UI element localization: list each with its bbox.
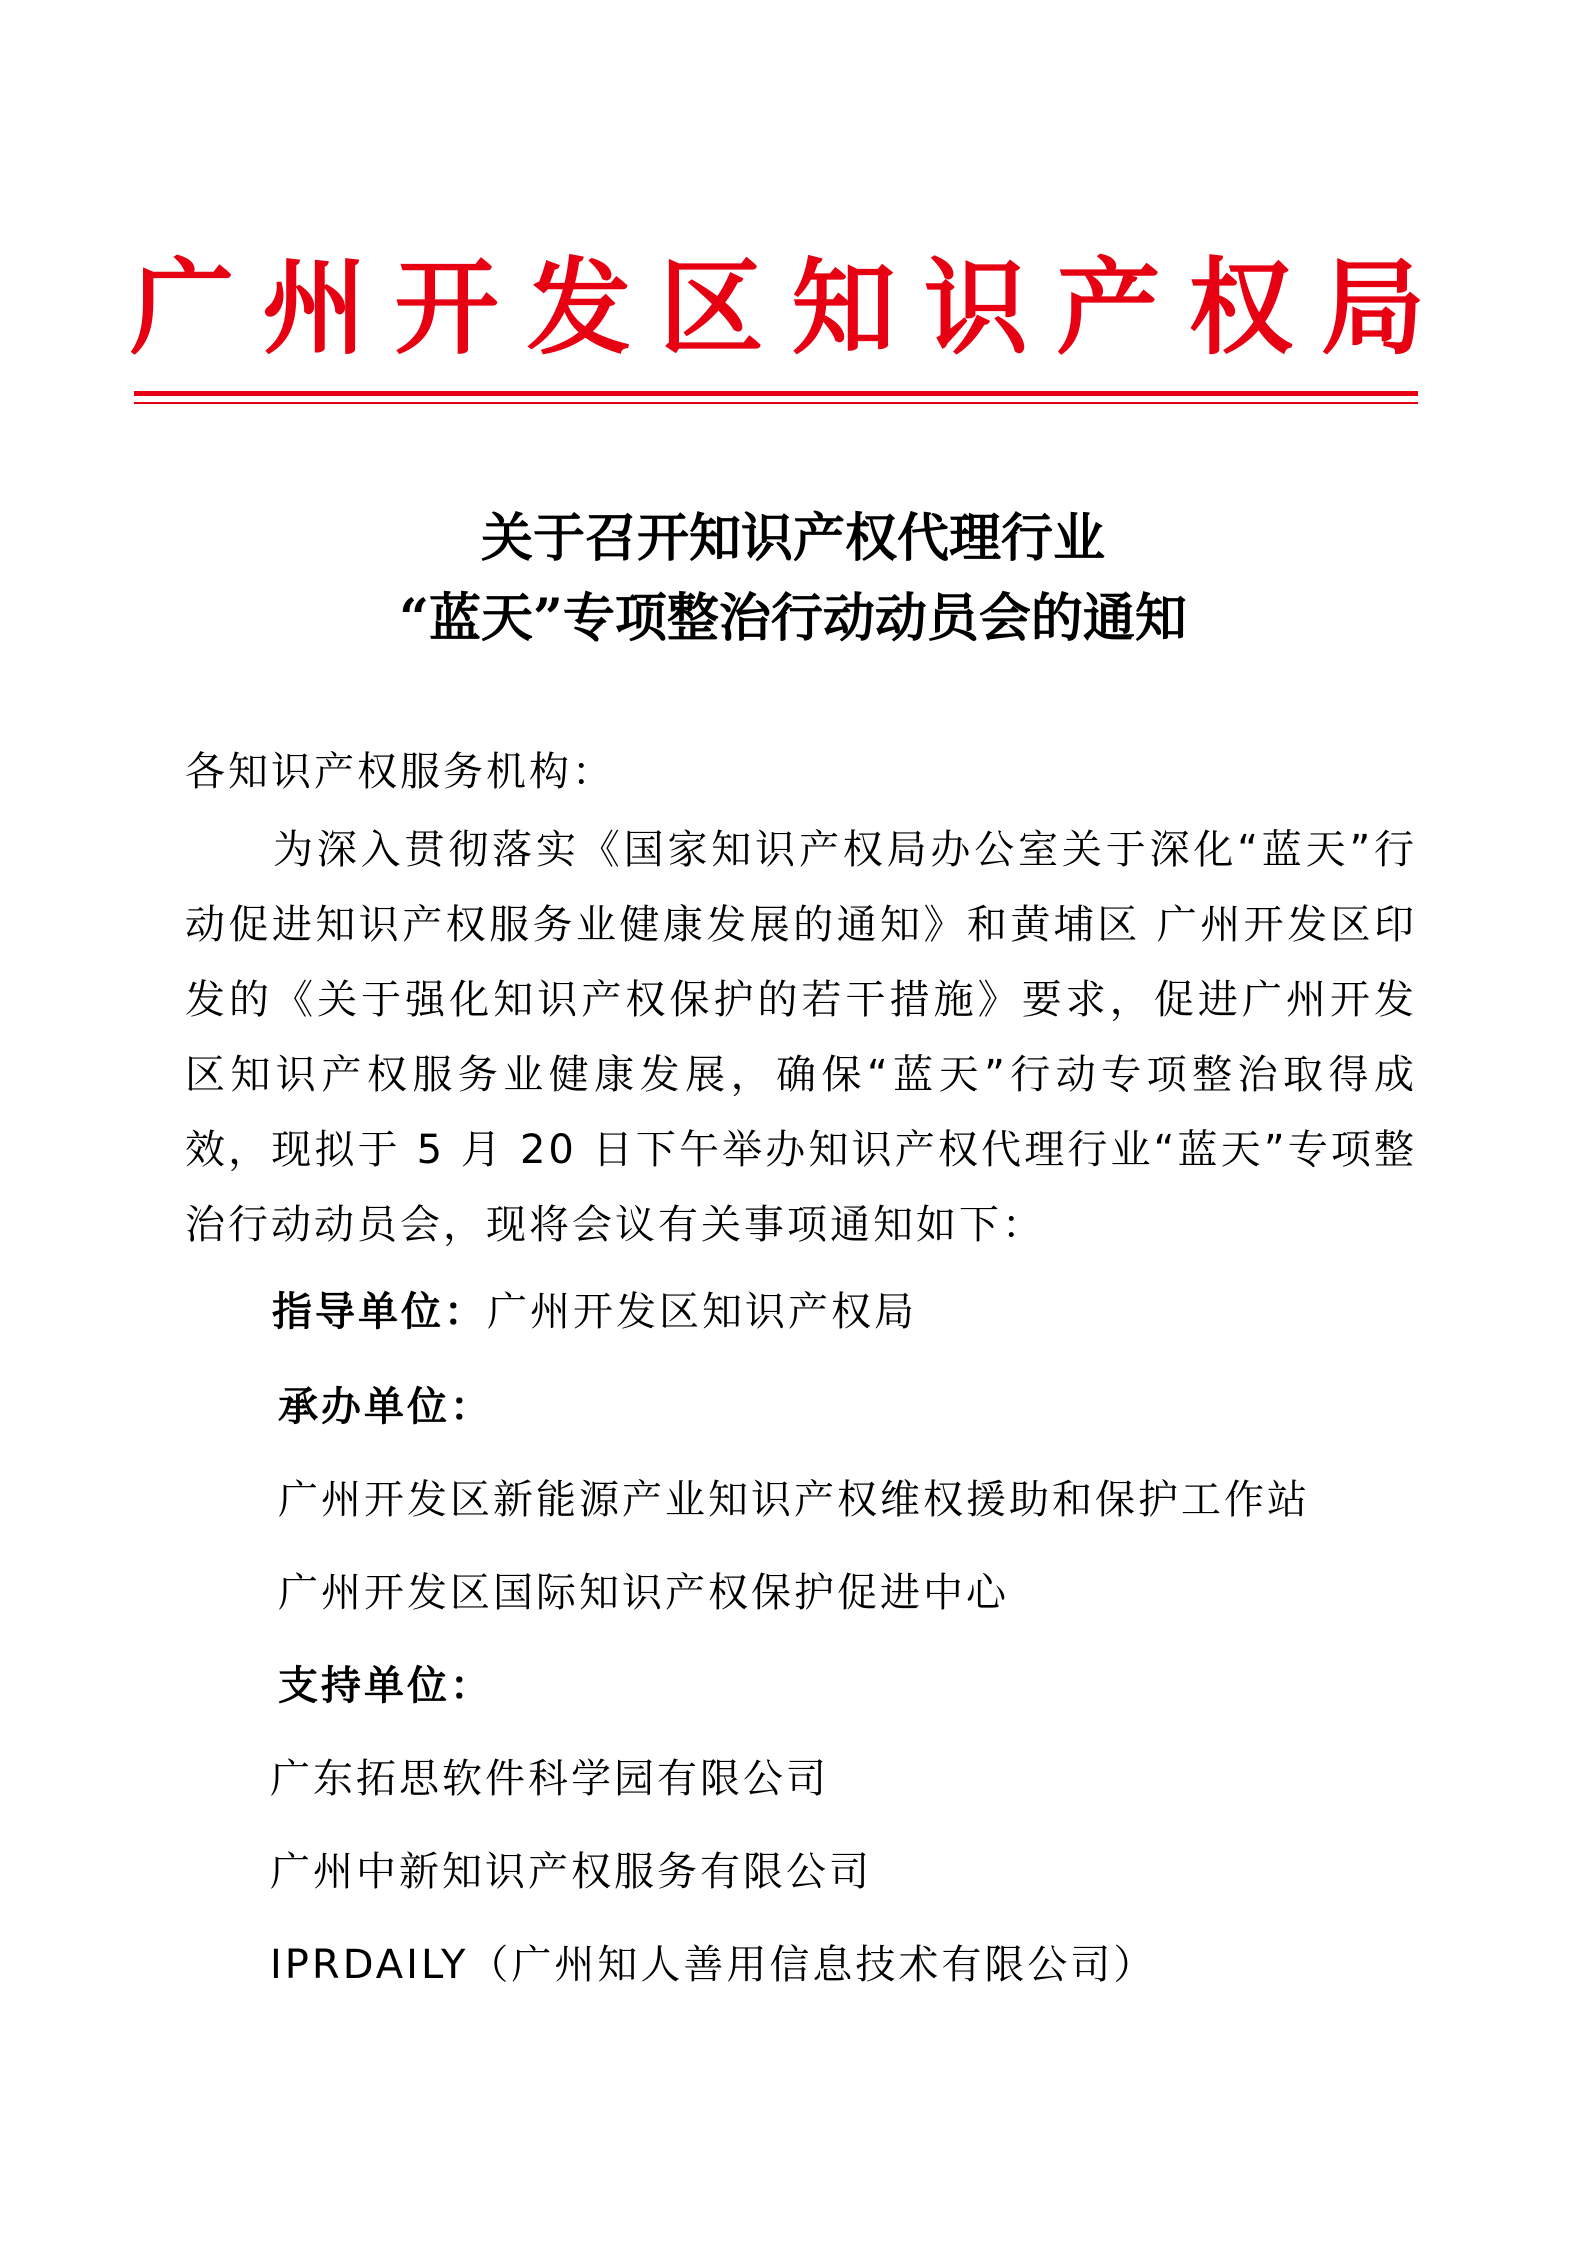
body-paragraph: 为深入贯彻落实《国家知识产权局办公室关于深化“蓝天”行动促进知识产权服务业健康发展的通知》和黄埔区 广州开发区印发的《关于强化知识产权保护的若干措施》要求，促进广州开发区知识产权服务业健康发展，确保“蓝天”行动专项整治取得成效，现拟于 5 月 20 日下午举办知识产权代理行业“蓝天”专项整治行动动员会，现将会议有关事项通知如下： <box>185 827 1417 1248</box>
host-unit-label: 承办单位： <box>278 1384 493 1430</box>
host-unit-item: 广州开发区国际知识产权保护促进中心 <box>278 1570 1009 1616</box>
letterhead-org-name: 广州开发区知识产权局 <box>130 246 1425 369</box>
salutation: 各知识产权服务机构： <box>185 749 615 795</box>
support-unit-item: 广东拓思软件科学园有限公司 <box>270 1756 829 1802</box>
guidance-value: 广州开发区知识产权局 <box>487 1289 917 1335</box>
support-unit-label: 支持单位： <box>278 1663 493 1709</box>
letterhead-red-rule-thick <box>134 391 1418 396</box>
notice-title-line-1: 关于召开知识产权代理行业 <box>480 508 1105 569</box>
letterhead-red-rule-thin <box>134 402 1418 404</box>
host-unit-item: 广州开发区新能源产业知识产权维权援助和保护工作站 <box>278 1477 1310 1523</box>
support-unit-item: IPRDAILY（广州知人善用信息技术有限公司） <box>270 1942 1157 1988</box>
support-unit-item: 广州中新知识产权服务有限公司 <box>270 1849 872 1895</box>
notice-title-line-2: “蓝天”专项整治行动动员会的通知 <box>399 588 1187 649</box>
guidance-label: 指导单位： <box>272 1289 487 1335</box>
guidance-unit-line <box>272 1280 917 1337</box>
